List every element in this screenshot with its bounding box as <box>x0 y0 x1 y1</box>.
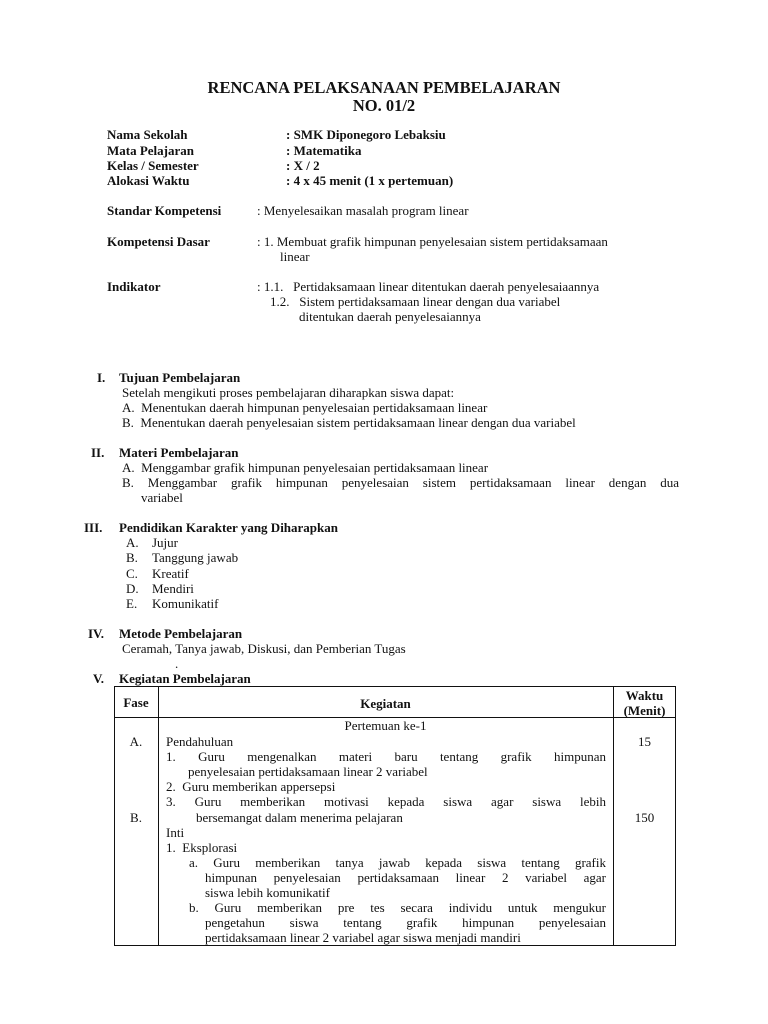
kegiatan-item: 3. Guru memberikan motivasi kepada siswa agar siswa lebih <box>166 794 606 809</box>
value-kompetensi-dasar-cont: linear <box>280 249 310 264</box>
table-header-kegiatan: Kegiatan <box>360 696 411 711</box>
kegiatan-subitem-cont: siswa lebih komunikatif <box>205 885 330 900</box>
kegiatan-subitem-cont: pertidaksamaan linear 2 variabel agar siswa menjadi mandiri <box>205 930 521 945</box>
karakter-letter-b: B. <box>126 550 138 565</box>
table-fase-b: B. <box>130 810 142 825</box>
kegiatan-inti: Inti <box>166 825 185 840</box>
table-pertemuan-label: Pertemuan ke-1 <box>344 718 427 733</box>
document-title: RENCANA PELAKSANAAN PEMBELAJARAN <box>207 78 561 97</box>
section-number-5: V. <box>93 671 104 686</box>
tujuan-item-a: A. Menentukan daerah himpunan penyelesaian pertidaksamaan linear <box>122 400 488 415</box>
section-title-karakter: Pendidikan Karakter yang Diharapkan <box>119 520 339 535</box>
label-kelas-semester: Kelas / Semester <box>107 158 199 173</box>
table-header-menit: (Menit) <box>623 703 666 718</box>
table-fase-a: A. <box>129 734 143 749</box>
section-title-metode: Metode Pembelajaran <box>119 626 243 641</box>
value-alokasi-waktu: : 4 x 45 menit (1 x pertemuan) <box>286 173 454 188</box>
kegiatan-pendahuluan: Pendahuluan <box>166 734 234 749</box>
tujuan-item-b: B. Menentukan daerah penyelesaian sistem pertidaksamaan linear dengan dua variabel <box>122 415 576 430</box>
value-standar-kompetensi: : Menyelesaikan masalah program linear <box>257 203 469 218</box>
kegiatan-item: 1. Guru mengenalkan materi baru tentang grafik himpunan <box>166 749 606 764</box>
kegiatan-item: 2. Guru memberikan appersepsi <box>166 779 336 794</box>
indikator-item-1: : 1.1. Pertidaksamaan linear ditentukan daerah penyelesaiaannya <box>257 279 600 294</box>
metode-text: Ceramah, Tanya jawab, Diskusi, dan Pemberian Tugas <box>122 641 406 656</box>
karakter-letter-e: E. <box>126 596 138 611</box>
tujuan-intro: Setelah mengikuti proses pembelajaran diharapkan siswa dapat: <box>122 385 455 400</box>
value-kelas-semester: : X / 2 <box>286 158 320 173</box>
label-mata-pelajaran: Mata Pelajaran <box>107 143 195 158</box>
table-waktu-a: 15 <box>638 734 651 749</box>
label-nama-sekolah: Nama Sekolah <box>107 127 188 142</box>
karakter-item-tanggung-jawab: Tanggung jawab <box>152 550 239 565</box>
indikator-item-2: 1.2. Sistem pertidaksamaan linear dengan dua variabel <box>270 294 561 309</box>
kegiatan-subitem-cont: pengetahun siswa tentang grafik himpunan penyelesaian <box>205 915 606 930</box>
label-kompetensi-dasar: Kompetensi Dasar <box>107 234 210 249</box>
section-number-2: II. <box>91 445 105 460</box>
karakter-item-mendiri: Mendiri <box>152 581 194 596</box>
table-header-waktu: Waktu <box>625 688 664 703</box>
metode-dot: . <box>175 656 179 671</box>
label-indikator: Indikator <box>107 279 161 294</box>
karakter-item-kreatif: Kreatif <box>152 566 189 581</box>
kegiatan-subitem: a. Guru memberikan tanya jawab kepada siswa tentang grafik <box>189 855 606 870</box>
section-title-kegiatan: Kegiatan Pembelajaran <box>119 671 251 686</box>
value-nama-sekolah: : SMK Diponegoro Lebaksiu <box>286 127 446 142</box>
value-kompetensi-dasar: : 1. Membuat grafik himpunan penyelesaian sistem pertidaksamaan <box>257 234 608 249</box>
table-waktu-b: 150 <box>634 810 655 825</box>
value-mata-pelajaran: : Matematika <box>286 143 362 158</box>
materi-item-b-cont: variabel <box>141 490 183 505</box>
kegiatan-subitem: b. Guru memberikan pre tes secara individu untuk mengukur <box>189 900 606 915</box>
karakter-letter-a: A. <box>126 535 139 550</box>
kegiatan-eksplorasi: 1. Eksplorasi <box>166 840 238 855</box>
table-header-fase: Fase <box>123 695 149 710</box>
karakter-letter-c: C. <box>126 566 138 581</box>
karakter-item-komunikatif: Komunikatif <box>152 596 219 611</box>
kegiatan-item-cont: bersemangat dalam menerima pelajaran <box>196 810 403 825</box>
materi-item-b: B. Menggambar grafik himpunan penyelesaian sistem pertidaksamaan linear dengan dua <box>122 475 679 490</box>
section-title-tujuan: Tujuan Pembelajaran <box>119 370 241 385</box>
document-number: NO. 01/2 <box>352 96 416 115</box>
section-number-3: III. <box>84 520 103 535</box>
karakter-letter-d: D. <box>126 581 139 596</box>
kegiatan-item-cont: penyelesaian pertidaksamaan linear 2 variabel <box>188 764 428 779</box>
kegiatan-subitem-cont: himpunan penyelesaian pertidaksamaan linear 2 variabel agar <box>205 870 606 885</box>
label-alokasi-waktu: Alokasi Waktu <box>107 173 190 188</box>
karakter-item-jujur: Jujur <box>152 535 178 550</box>
label-standar-kompetensi: Standar Kompetensi <box>107 203 222 218</box>
section-number-1: I. <box>97 370 106 385</box>
materi-item-a: A. Menggambar grafik himpunan penyelesaian pertidaksamaan linear <box>122 460 489 475</box>
indikator-item-2-cont: ditentukan daerah penyelesaiannya <box>299 309 481 324</box>
section-title-materi: Materi Pembelajaran <box>119 445 239 460</box>
section-number-4: IV. <box>88 626 105 641</box>
